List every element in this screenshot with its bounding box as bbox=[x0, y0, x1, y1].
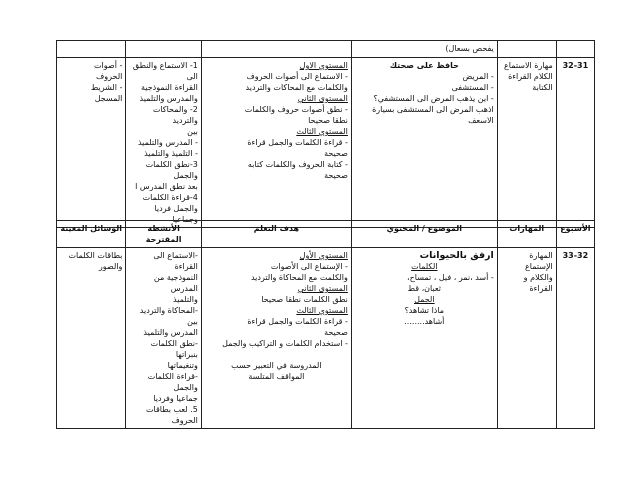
goal-line: والكلمت مع المحاكاة والترديد bbox=[250, 273, 348, 282]
activity-line: 2- والمحاكات والترديد bbox=[152, 105, 198, 125]
activity-line: 4-قراءة الكلمات bbox=[142, 193, 198, 202]
activity-line: الحروف bbox=[171, 416, 198, 425]
level-heading: المستوى الثاني bbox=[297, 284, 348, 293]
topic-cell bbox=[351, 248, 497, 429]
skill-line: الكتابة bbox=[532, 83, 553, 92]
goal-cell bbox=[201, 248, 351, 429]
lesson-plan-table-week-31-32 bbox=[56, 40, 595, 228]
activity-line: والمدرس والتلميذ bbox=[139, 94, 198, 103]
skill-line: الكلام القراءة bbox=[508, 72, 553, 81]
goal-line: صحيحة bbox=[324, 328, 348, 337]
activity-line: -نطق الكلمات بنبراتها bbox=[150, 339, 198, 359]
week-number: 32-31 bbox=[562, 61, 589, 70]
header-goal: هدف التعلم bbox=[201, 221, 351, 248]
table-header-row bbox=[57, 221, 595, 248]
activity-line: النموذجية من المدرس bbox=[153, 273, 198, 293]
goal-line: - استخدام الكلمات و التراكيب والجمل bbox=[222, 339, 348, 348]
topic-cell bbox=[351, 58, 497, 228]
activity-line: القراءة النموذجية bbox=[140, 83, 198, 92]
vocab-line: الجمل bbox=[414, 295, 435, 304]
answer-line: أشاهد........ bbox=[404, 317, 445, 326]
level-heading: المستوي الاول bbox=[299, 61, 348, 70]
goal-line: المواقف المتلسة bbox=[248, 372, 305, 381]
level-heading: المستوى الثاني bbox=[297, 94, 348, 103]
header-skills: المهارات bbox=[497, 221, 556, 248]
vocab-heading: الكلمات bbox=[411, 262, 438, 271]
activities-cell bbox=[126, 248, 202, 429]
topic-line: الاسعف bbox=[468, 116, 494, 125]
activity-line: المدرس والتلميذ bbox=[143, 328, 198, 337]
tool-line: المسجل bbox=[94, 94, 123, 103]
topic-line: - المستشفى bbox=[451, 83, 494, 92]
skills-cell bbox=[497, 248, 556, 429]
tool-line: بطاقات الكلمات bbox=[68, 251, 123, 260]
skill-line: والكلام و القراءة bbox=[523, 273, 553, 293]
top-note: يفحص بسعال) bbox=[445, 44, 494, 53]
skills-cell bbox=[497, 41, 556, 58]
goal-line: - نطق أصوات حروف والكلمات bbox=[244, 105, 348, 114]
activity-line: وتنغيماتها bbox=[167, 361, 198, 370]
vocab-line: ثعبان، قط bbox=[407, 284, 441, 293]
level-heading: المستوي الثالث bbox=[296, 306, 348, 315]
activity-line: بين bbox=[187, 127, 198, 136]
header-week: الأسبوع bbox=[556, 221, 594, 248]
vocab-line: - أسد ،نمر ، فيل ، تمساح، bbox=[407, 273, 494, 282]
table-row bbox=[57, 58, 595, 228]
header-tools: الوسائل المعينة bbox=[57, 221, 126, 248]
activity-line: -المحاكاة والترديد بين bbox=[139, 306, 198, 326]
goal-line: صحيحة bbox=[324, 149, 348, 158]
goal-line: صحيحة bbox=[324, 171, 348, 180]
goal-cell bbox=[201, 58, 351, 228]
tools-cell bbox=[57, 248, 126, 429]
topic-line: - المريض bbox=[462, 72, 494, 81]
goal-line: - كتابة الحروف والكلمات كتابه bbox=[247, 160, 348, 169]
tool-line: - أصوات bbox=[94, 61, 123, 70]
activity-line: 3-نطق الكلمات والجمل bbox=[145, 160, 198, 180]
tool-line: - الشريط bbox=[90, 83, 123, 92]
week-number: 33-32 bbox=[562, 251, 589, 260]
week-cell bbox=[556, 41, 594, 58]
goal-line: - قراءة الكلمات والجمل قراءة bbox=[247, 138, 348, 147]
question-line: ماذا تشاهد؟ bbox=[404, 306, 445, 315]
tools-cell bbox=[57, 41, 126, 58]
activity-line: -قراءة الكلمات والجمل bbox=[147, 372, 198, 392]
activity-line: 5. لعب بطاقات bbox=[145, 405, 198, 414]
level-heading: المستوي الأول bbox=[299, 251, 348, 260]
header-topic: الموضوع / المحتوي bbox=[351, 221, 497, 248]
activities-cell bbox=[126, 41, 202, 58]
activity-line: والجمل فرديا وجماعيا bbox=[154, 204, 198, 224]
topic-title: حافظ على صحتك bbox=[389, 61, 459, 70]
topic-line: - اين يذهب المرض الى المستشفي؟ bbox=[373, 94, 494, 103]
goal-line: - الاستماع الى أصوات الحروف bbox=[246, 72, 348, 81]
activity-line: جماعيا وفرديا bbox=[153, 394, 198, 403]
activities-cell bbox=[126, 58, 202, 228]
goal-line bbox=[205, 349, 348, 360]
goal-line: نطق الكلمات نطقا صحيحا bbox=[261, 295, 348, 304]
topic-title: ارفق بالحيوانات bbox=[419, 250, 494, 261]
tool-line: والصور bbox=[98, 262, 123, 271]
goal-line: - قراءة الكلمات والجمل قراءة bbox=[247, 317, 348, 326]
activity-line: - التلميذ والتلميذ bbox=[144, 149, 198, 158]
level-heading: المستوي الثالث bbox=[296, 127, 348, 136]
activity-line: 1- الاستماع والنطق الى bbox=[132, 61, 198, 81]
tools-cell bbox=[57, 58, 126, 228]
skill-line: مهارة الاستماع bbox=[503, 61, 553, 70]
skill-line: المهارة الإستماع bbox=[524, 251, 553, 271]
table-row bbox=[57, 41, 595, 58]
activity-line: - المدرس والتلميذ bbox=[137, 138, 198, 147]
goal-cell bbox=[201, 41, 351, 58]
activity-line: -الاستماع الى القراءة bbox=[153, 251, 198, 271]
activity-line: بعد نطق المدرس ا bbox=[135, 182, 198, 191]
goal-line: - الإستماع الى الأصوات bbox=[270, 262, 348, 271]
table-row bbox=[57, 248, 595, 429]
goal-line: المدروسة في التعبير حسب bbox=[231, 361, 322, 370]
topic-cell bbox=[351, 41, 497, 58]
week-cell bbox=[556, 248, 594, 429]
header-activities: الأنشطة المقترحة bbox=[126, 221, 202, 248]
week-cell bbox=[556, 58, 594, 228]
skills-cell bbox=[497, 58, 556, 228]
goal-line: نطقا صحيحا bbox=[308, 116, 348, 125]
topic-line: اذهب المرض الى المستشفى بسيارة bbox=[372, 105, 494, 114]
tool-line: الحروف bbox=[95, 72, 123, 81]
goal-line: والكلمات مع المحاكات والترديد bbox=[245, 83, 348, 92]
lesson-plan-table-week-32-33 bbox=[56, 220, 595, 429]
activity-line: والتلميذ bbox=[173, 295, 198, 304]
